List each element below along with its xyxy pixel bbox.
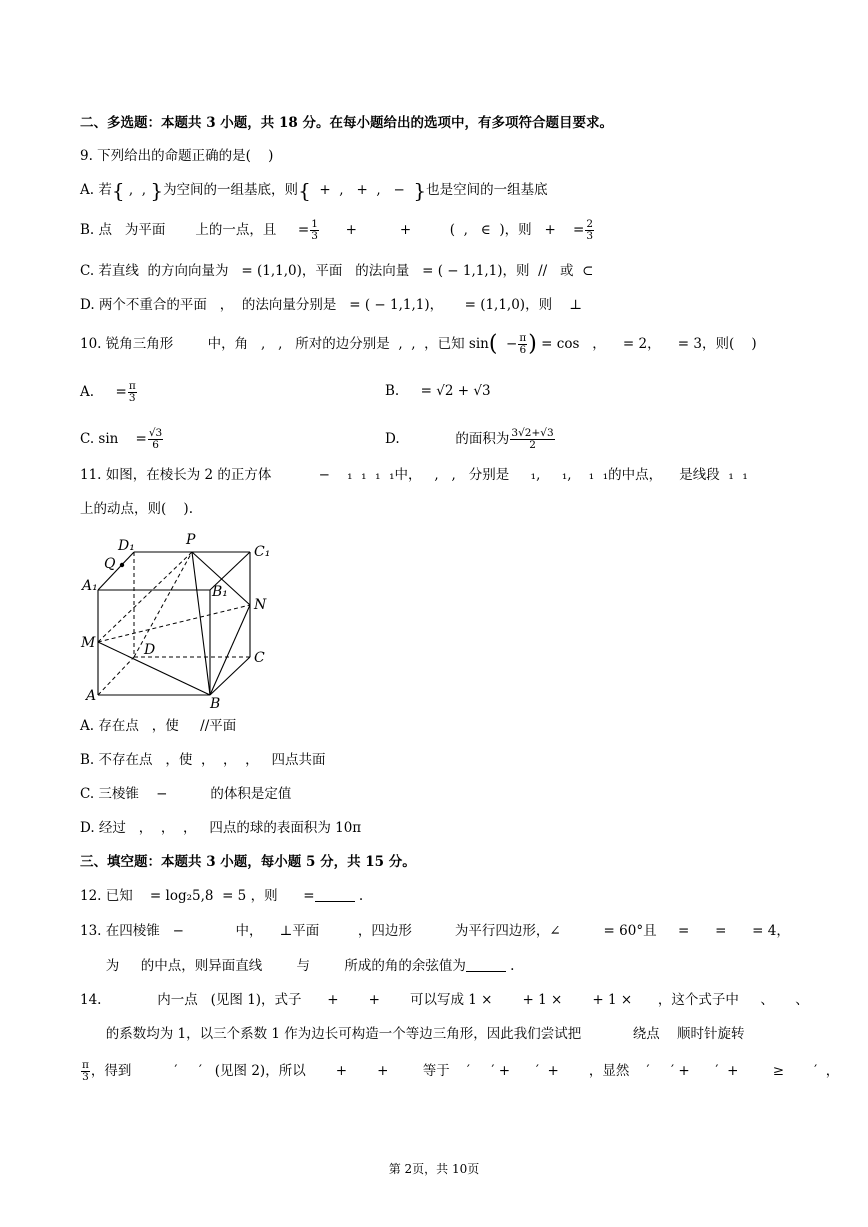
q9-a-mid: 为空间的一组基底，则 (163, 182, 299, 198)
q10-option-b: B. = √2 + √3 (385, 383, 491, 399)
segment-m-n (98, 605, 250, 642)
page-footer: 第 2页，共 10页 (388, 1162, 480, 1176)
brace-close-icon: } (150, 178, 164, 203)
answer-blank[interactable] (466, 957, 506, 972)
q10-stem (80, 333, 757, 356)
q9-option-a (80, 180, 548, 201)
q13-line2 (80, 956, 514, 976)
edge-a-d (98, 657, 134, 695)
q11-option-a: A. 存在点 ，使 //平面 (80, 718, 237, 734)
q10-d-prefix: D. 的面积为 (385, 431, 510, 447)
fraction (518, 333, 527, 356)
q14-line1: 14. 内一点 (见图 1)，式子 + + 可以写成 1 × + 1 × + 1 × ，这个式子中 、 、 (80, 992, 809, 1008)
paren-close-icon: ) (528, 331, 537, 357)
q9-b-prefix: B. 点 为平面 上的一点，且 = (80, 222, 310, 238)
section-3-header: 三、填空题：本题共 3 小题，每小题 5 分，共 15 分。 (80, 854, 416, 870)
answer-blank[interactable] (315, 887, 355, 902)
paren-open-icon: ( (488, 331, 498, 357)
fraction (148, 428, 163, 451)
q9-option-b (80, 219, 595, 242)
fraction-denominator: 6 (519, 344, 527, 356)
fraction-numerator: π (128, 380, 136, 392)
fraction-denominator: 3 (586, 230, 593, 242)
label-c1: C₁ (254, 544, 271, 560)
q14-line3-text: ，得到 ′ ′ (见图 2)，所以 + + 等于 ′ ′ + ′ + ，显然 ′ ′ + ′ + ≥ ′ ， (90, 1063, 840, 1079)
q9-b-mid: + + ( , ∈ )，则 + = (319, 222, 585, 238)
label-p: P (186, 532, 196, 548)
label-m: M (81, 635, 96, 651)
fraction-numerator: π (82, 1059, 89, 1071)
q13-line2-prefix: 为 的中点，则异面直线 与 所成的角的余弦值为 (80, 958, 466, 974)
q10-stem-inner: − (497, 336, 518, 352)
q11-option-c: C. 三棱锥 − 的体积是定值 (80, 786, 292, 802)
q14-line2: 的系数均为 1，以三个系数 1 作为边长可构造一个等边三角形，因此我们尝试把 绕点 顺时针旋转 (80, 1026, 745, 1042)
label-n: N (254, 597, 267, 613)
q9-option-c: C. 若直线 的方向向量为 = (1,1,0)，平面 的法向量 = ( − 1,1,1)，则 // 或 ⊂ (80, 263, 594, 279)
q10-option-c (80, 428, 164, 451)
q13-line1: 13. 在四棱锥 − 中， ⊥平面 ，四边形 为平行四边形，∠ = 60°且 = = = 4， (80, 923, 790, 939)
point-q (120, 563, 124, 567)
label-a1: A₁ (82, 578, 98, 594)
fraction-denominator: 3 (82, 1071, 89, 1083)
q9-a-prefix: A. 若 (80, 182, 112, 198)
fraction-numerator: 1 (311, 218, 318, 230)
fraction-numerator: 3√2+√3 (511, 427, 554, 439)
segment-d-p (134, 552, 192, 657)
fraction-numerator: π (519, 332, 527, 344)
segment-p-b (192, 552, 210, 695)
q12-prefix: 12. 已知 = log₂5,8 = 5 ，则 = (80, 888, 315, 904)
q9-stem: 9. 下列给出的命题正确的是( ) (80, 148, 274, 164)
q12 (80, 886, 363, 906)
brace-open-icon: { (298, 178, 311, 203)
q12-suffix: . (354, 888, 364, 904)
q9-a-suffix: 也是空间的一组基底 (426, 182, 548, 198)
fraction (128, 381, 137, 404)
label-c: C (254, 650, 265, 666)
q10-a-prefix: A. = (80, 384, 127, 400)
q10-stem-prefix: 10. 锐角三角形 中，角 , , 所对的边分别是 , , ，已知 sin (80, 336, 489, 352)
segment-b-n (210, 605, 250, 695)
fraction-denominator: 6 (152, 439, 159, 451)
q10-c-prefix: C. sin = (80, 431, 147, 447)
q10-stem-suffix: = cos ， = 2， = 3，则( ) (536, 336, 757, 352)
section-2-header: 二、多选题：本题共 3 小题，共 18 分。在每小题给出的选项中，有多项符合题目要求。 (80, 115, 613, 131)
label-b: B (210, 696, 221, 710)
q9-option-d: D. 两个不重合的平面 ， 的法向量分别是 = ( − 1,1,1)， = (1,1,0)，则 ⊥ (80, 297, 582, 313)
fraction (310, 219, 319, 242)
label-d: D (144, 642, 156, 658)
q9-a-set2: + , + , − (310, 182, 414, 198)
cube-figure (78, 530, 278, 710)
q11-option-d: D. 经过 ， ， ， 四点的球的表面积为 10π (80, 820, 362, 836)
q10-option-d (385, 428, 556, 451)
q9-a-set1: , , (124, 182, 151, 198)
fraction-denominator: 3 (311, 230, 318, 242)
q10-option-a (80, 381, 138, 404)
brace-open-icon: { (111, 178, 125, 203)
label-b1: B₁ (212, 584, 228, 600)
brace-close-icon: } (413, 178, 427, 203)
label-a: A (86, 688, 97, 704)
fraction (510, 428, 554, 451)
fraction-numerator: √3 (148, 427, 163, 439)
fraction-denominator: 2 (529, 439, 536, 451)
fraction-denominator: 3 (128, 392, 136, 404)
q14-line3 (80, 1060, 839, 1083)
edge-b-c (210, 657, 250, 695)
q11-stem-line2: 上的动点，则( ). (80, 501, 193, 517)
label-q: Q (104, 556, 116, 572)
q13-line2-suffix: . (505, 958, 515, 974)
label-d1: D₁ (118, 538, 135, 554)
fraction-numerator: 2 (586, 218, 593, 230)
q11-stem-line1: 11. 如图，在棱长为 2 的正方体 − ₁ ₁ ₁ ₁中， , , 分别是 ₁, ₁, ₁ ₁的中点， 是线段 ₁ ₁ (80, 467, 748, 483)
q11-option-b: B. 不存在点 ，使 ， ， ， 四点共面 (80, 752, 326, 768)
fraction (81, 1060, 90, 1083)
fraction (585, 219, 594, 242)
